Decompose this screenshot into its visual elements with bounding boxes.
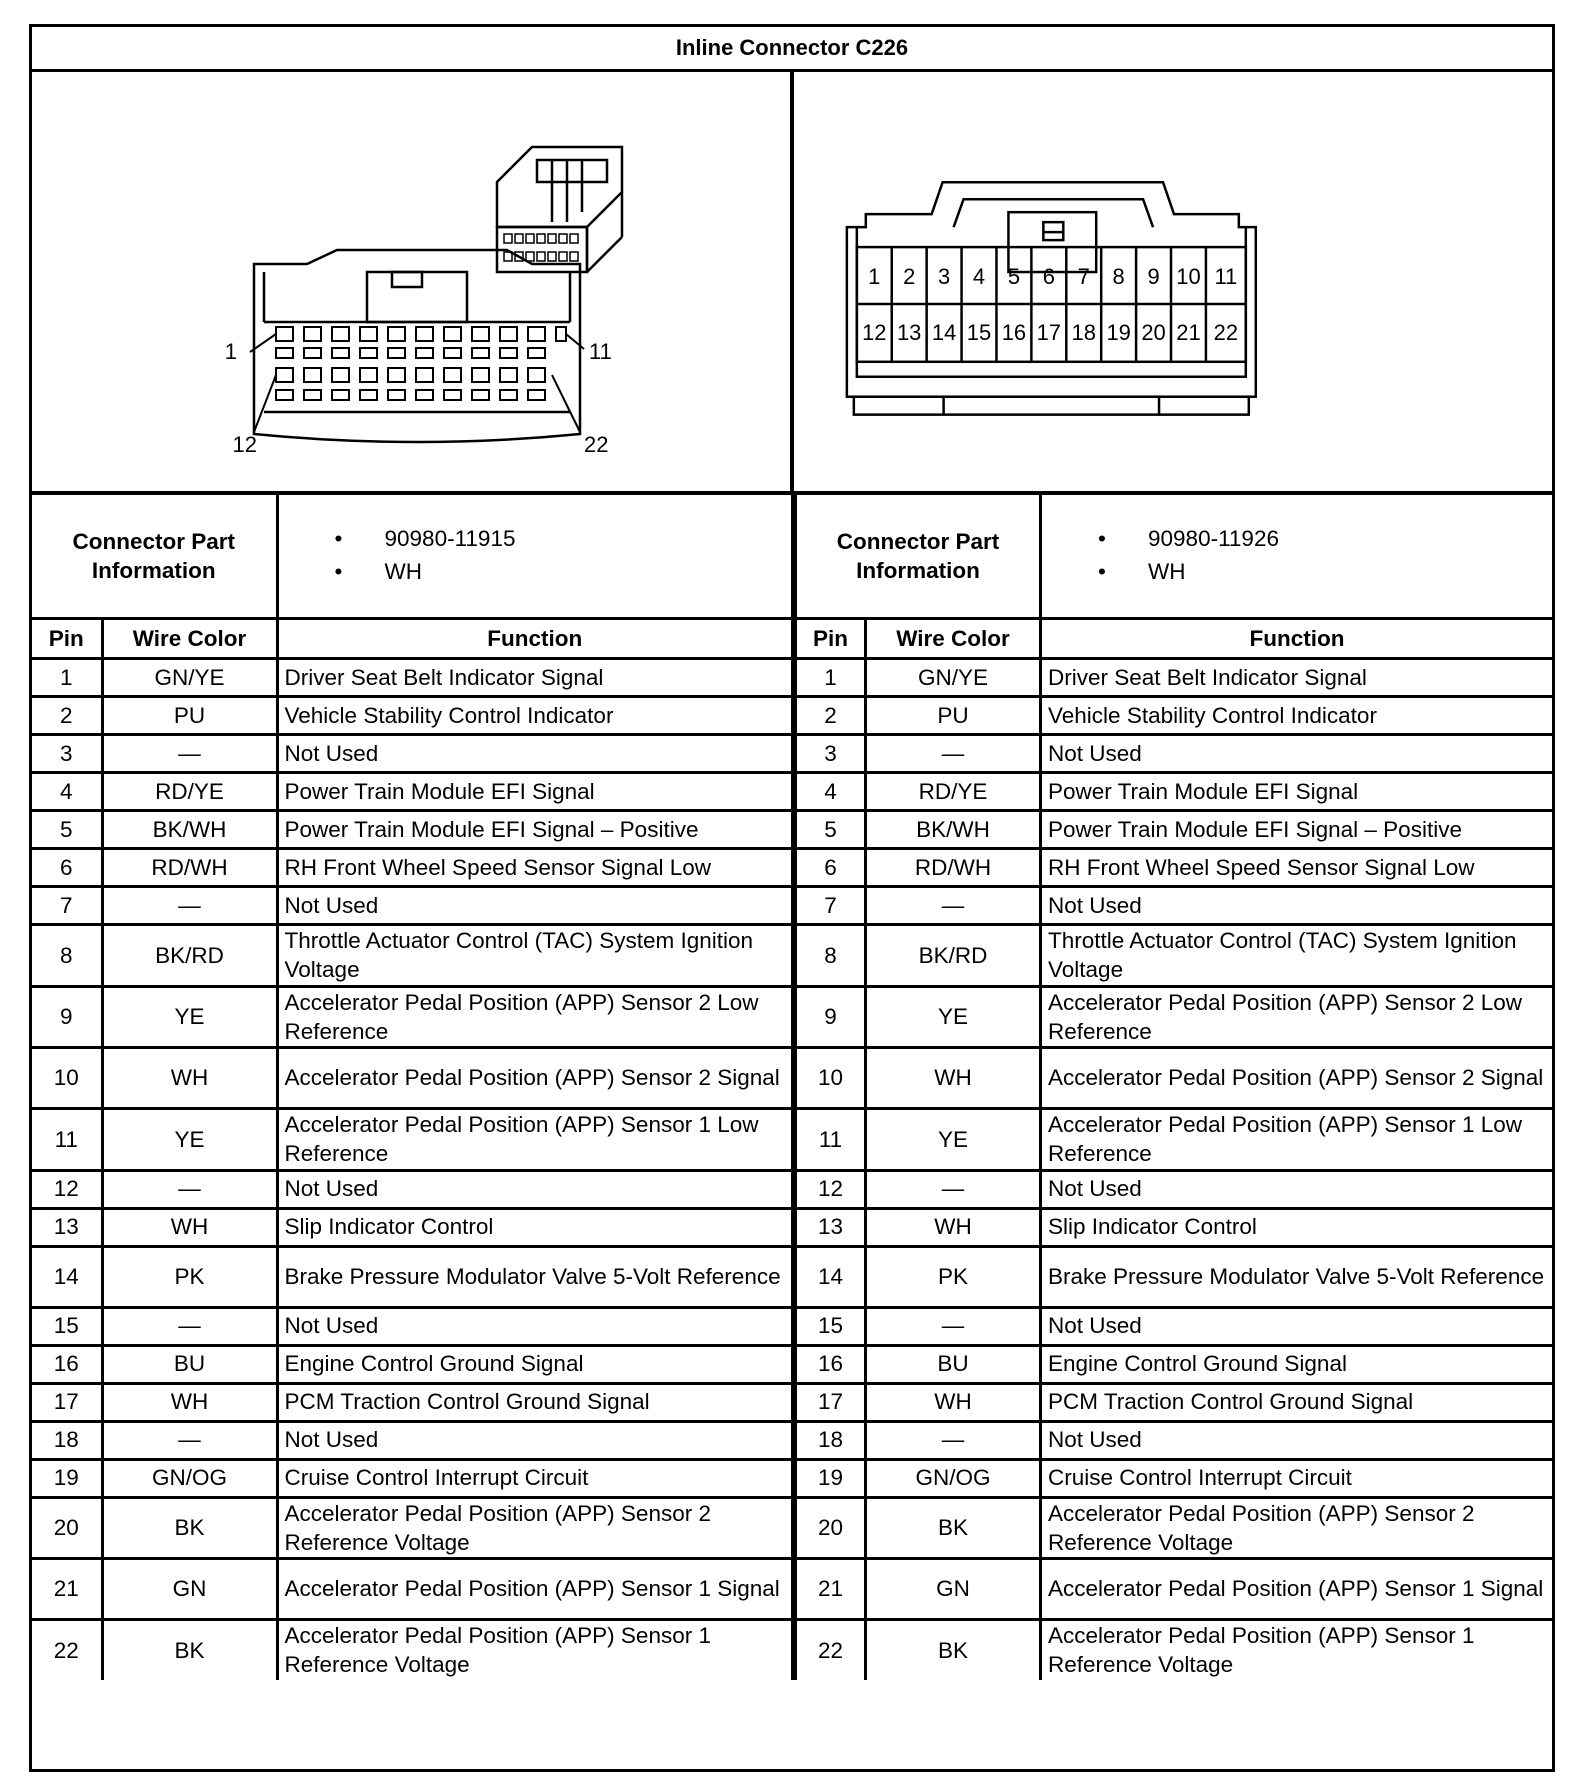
wire-color-cell: YE — [866, 986, 1041, 1048]
pin-label-22: 22 — [584, 432, 609, 457]
function-cell: Brake Pressure Modulator Valve 5-Volt Reference — [1041, 1246, 1552, 1307]
svg-text:15: 15 — [966, 319, 992, 345]
function-cell: Not Used — [1041, 887, 1552, 925]
table-row — [796, 1459, 1553, 1497]
wire-color-cell: WH — [102, 1383, 277, 1421]
table-row — [32, 986, 793, 1048]
svg-text:13: 13 — [896, 319, 922, 345]
svg-text:9: 9 — [1147, 263, 1160, 289]
left-connector-diagram — [32, 72, 794, 491]
pin-cell: 7 — [32, 887, 102, 925]
table-row — [796, 925, 1553, 987]
wire-color-cell: GN — [102, 1559, 277, 1620]
wire-color-cell: PU — [866, 697, 1041, 735]
function-cell: Driver Seat Belt Indicator Signal — [1041, 659, 1552, 697]
function-cell: Not Used — [1041, 1307, 1552, 1345]
wire-color-cell: YE — [102, 1109, 277, 1171]
pin-cell: 21 — [796, 1559, 866, 1620]
pin-header: Pin — [796, 619, 866, 659]
pin-cell: 1 — [32, 659, 102, 697]
table-row — [796, 1048, 1553, 1109]
table-row — [32, 1383, 793, 1421]
pin-cell: 8 — [796, 925, 866, 987]
function-cell: Accelerator Pedal Position (APP) Sensor 1 Signal — [1041, 1559, 1552, 1620]
right-pinout-table — [794, 495, 1552, 1769]
wire-color-cell: GN/YE — [866, 659, 1041, 697]
svg-text:22: 22 — [1213, 319, 1239, 345]
wire-color-cell: WH — [102, 1208, 277, 1246]
left-pinout-table — [32, 495, 794, 1769]
table-row — [796, 1559, 1553, 1620]
wire-color-cell: GN — [866, 1559, 1041, 1620]
table-row — [32, 697, 793, 735]
connector-part-info-list — [277, 495, 792, 619]
function-cell: Power Train Module EFI Signal – Positive — [1041, 811, 1552, 849]
function-cell: Vehicle Stability Control Indicator — [1041, 697, 1552, 735]
wire-color-cell: WH — [866, 1048, 1041, 1109]
function-cell: Not Used — [1041, 1421, 1552, 1459]
wire-color-cell: YE — [866, 1109, 1041, 1171]
pin-cell: 13 — [796, 1208, 866, 1246]
svg-text:7: 7 — [1077, 263, 1090, 289]
table-header-row — [32, 619, 793, 659]
wire-color-cell: WH — [866, 1383, 1041, 1421]
svg-text:2: 2 — [903, 263, 916, 289]
function-cell: Engine Control Ground Signal — [277, 1345, 792, 1383]
wire-color-cell: BK/RD — [866, 925, 1041, 987]
connector-part-info-label: Connector Part Information — [796, 495, 1041, 619]
wire-color-cell: BK/RD — [102, 925, 277, 987]
table-row — [32, 1307, 793, 1345]
table-row — [796, 1383, 1553, 1421]
table-row — [796, 697, 1553, 735]
function-cell: PCM Traction Control Ground Signal — [277, 1383, 792, 1421]
table-row — [796, 1109, 1553, 1171]
pin-cell: 5 — [32, 811, 102, 849]
wire-color-cell: BU — [866, 1345, 1041, 1383]
connector-part-info-row — [796, 495, 1553, 619]
wire-color-header: Wire Color — [102, 619, 277, 659]
function-cell: Slip Indicator Control — [277, 1208, 792, 1246]
function-cell: Cruise Control Interrupt Circuit — [1041, 1459, 1552, 1497]
table-row — [32, 925, 793, 987]
pin-cell: 20 — [32, 1497, 102, 1559]
pin-label-12: 12 — [232, 432, 257, 457]
function-cell: Accelerator Pedal Position (APP) Sensor 2 Reference Voltage — [277, 1497, 792, 1559]
pin-cell: 17 — [32, 1383, 102, 1421]
connector-sheet — [29, 24, 1555, 1772]
wire-color-cell: — — [866, 1307, 1041, 1345]
connector-grid-drawing — [794, 72, 1552, 491]
pin-cell: 6 — [796, 849, 866, 887]
pin-cell: 7 — [796, 887, 866, 925]
table-row — [32, 887, 793, 925]
table-row — [32, 1109, 793, 1171]
pin-cell: 12 — [796, 1170, 866, 1208]
table-row — [796, 1497, 1553, 1559]
pin-cell: 4 — [32, 773, 102, 811]
table-row — [32, 659, 793, 697]
connector-3d-icon — [497, 147, 622, 272]
svg-text:17: 17 — [1036, 319, 1062, 345]
connector-part-info-label: Connector Part Information — [32, 495, 277, 619]
wire-color-cell: RD/WH — [102, 849, 277, 887]
table-row — [796, 887, 1553, 925]
svg-text:3: 3 — [938, 263, 951, 289]
connector-part-info-list — [1041, 495, 1552, 619]
pin-cell: 1 — [796, 659, 866, 697]
wire-color-cell: WH — [102, 1048, 277, 1109]
function-cell: Accelerator Pedal Position (APP) Sensor 1 Signal — [277, 1559, 792, 1620]
function-cell: PCM Traction Control Ground Signal — [1041, 1383, 1552, 1421]
pin-cell: 10 — [32, 1048, 102, 1109]
function-cell: Accelerator Pedal Position (APP) Sensor 2 Signal — [1041, 1048, 1552, 1109]
pin-cell: 22 — [32, 1620, 102, 1680]
wire-color-cell: GN/OG — [866, 1459, 1041, 1497]
pin-cell: 22 — [796, 1620, 866, 1680]
connector-part-info-row — [32, 495, 793, 619]
terminal-row-2 — [276, 368, 545, 400]
pin-cell: 11 — [796, 1109, 866, 1171]
svg-text:19: 19 — [1106, 319, 1131, 345]
part-number: • 90980-11915 — [335, 528, 785, 561]
function-cell: Accelerator Pedal Position (APP) Sensor 1 Reference Voltage — [1041, 1620, 1552, 1680]
table-row — [32, 1559, 793, 1620]
pin-cell: 14 — [796, 1246, 866, 1307]
pin-label-11: 11 — [589, 339, 612, 364]
table-row — [32, 773, 793, 811]
table-row — [32, 1170, 793, 1208]
part-number: • 90980-11926 — [1098, 528, 1546, 561]
function-cell: Not Used — [277, 1170, 792, 1208]
table-row — [796, 1307, 1553, 1345]
pin-header: Pin — [32, 619, 102, 659]
svg-text:1: 1 — [868, 263, 881, 289]
table-row — [32, 1246, 793, 1307]
wire-color-cell: GN/YE — [102, 659, 277, 697]
pin-cell: 13 — [32, 1208, 102, 1246]
right-connector-diagram — [794, 72, 1552, 491]
function-cell: Accelerator Pedal Position (APP) Sensor 2 Low Reference — [277, 986, 792, 1048]
wire-color-cell: — — [102, 887, 277, 925]
svg-text:12: 12 — [862, 319, 887, 345]
table-row — [796, 1421, 1553, 1459]
function-cell: Throttle Actuator Control (TAC) System Ignition Voltage — [1041, 925, 1552, 987]
pin-cell: 18 — [32, 1421, 102, 1459]
wire-color-header: Wire Color — [866, 619, 1041, 659]
function-cell: Power Train Module EFI Signal — [277, 773, 792, 811]
function-header: Function — [1041, 619, 1552, 659]
svg-text:5: 5 — [1007, 263, 1021, 289]
table-row — [32, 1459, 793, 1497]
pin-cell: 8 — [32, 925, 102, 987]
pin-cell: 3 — [32, 735, 102, 773]
function-cell: Not Used — [277, 1307, 792, 1345]
table-row — [32, 1497, 793, 1559]
function-cell: Accelerator Pedal Position (APP) Sensor 2 Reference Voltage — [1041, 1497, 1552, 1559]
svg-text:20: 20 — [1141, 319, 1166, 345]
function-header: Function — [277, 619, 792, 659]
function-cell: Accelerator Pedal Position (APP) Sensor 1 Low Reference — [277, 1109, 792, 1171]
wire-color-cell: — — [866, 1421, 1041, 1459]
wire-color-cell: BK — [102, 1620, 277, 1680]
wire-color-cell: GN/OG — [102, 1459, 277, 1497]
pin-cell: 2 — [796, 697, 866, 735]
pin-cell: 6 — [32, 849, 102, 887]
pin-cell: 2 — [32, 697, 102, 735]
wire-color-cell: YE — [102, 986, 277, 1048]
table-row — [32, 1345, 793, 1383]
pin-cell: 21 — [32, 1559, 102, 1620]
table-row — [796, 1208, 1553, 1246]
wire-color-cell: — — [102, 735, 277, 773]
function-cell: Not Used — [1041, 1170, 1552, 1208]
pin-cell: 12 — [32, 1170, 102, 1208]
function-cell: Accelerator Pedal Position (APP) Sensor 2 Signal — [277, 1048, 792, 1109]
pin-cell: 16 — [796, 1345, 866, 1383]
connector-face — [254, 250, 580, 442]
svg-text:16: 16 — [1001, 319, 1027, 345]
function-cell: Accelerator Pedal Position (APP) Sensor 1 Reference Voltage — [277, 1620, 792, 1680]
table-row — [32, 735, 793, 773]
pin-label-1: 1 — [224, 339, 237, 364]
function-cell: Driver Seat Belt Indicator Signal — [277, 659, 792, 697]
diagram-row — [32, 72, 1552, 495]
function-cell: Power Train Module EFI Signal — [1041, 773, 1552, 811]
function-cell: Not Used — [277, 735, 792, 773]
pin-cell: 11 — [32, 1109, 102, 1171]
wire-color-cell: — — [102, 1170, 277, 1208]
table-row — [796, 735, 1553, 773]
table-row — [32, 811, 793, 849]
pin-cell: 20 — [796, 1497, 866, 1559]
pin-cell: 9 — [32, 986, 102, 1048]
function-cell: RH Front Wheel Speed Sensor Signal Low — [277, 849, 792, 887]
function-cell: Power Train Module EFI Signal – Positive — [277, 811, 792, 849]
wire-color-cell: BU — [102, 1345, 277, 1383]
table-row — [32, 1048, 793, 1109]
function-cell: Not Used — [277, 1421, 792, 1459]
connector-face-drawing — [32, 72, 790, 491]
pin-cell: 9 — [796, 986, 866, 1048]
table-row — [796, 773, 1553, 811]
pin-cell: 10 — [796, 1048, 866, 1109]
wire-color-cell: — — [866, 1170, 1041, 1208]
pinout-table — [32, 495, 794, 1680]
wire-color-cell: PK — [866, 1246, 1041, 1307]
pin-cell: 3 — [796, 735, 866, 773]
pin-cell: 15 — [32, 1307, 102, 1345]
pin-cell: 18 — [796, 1421, 866, 1459]
svg-text:8: 8 — [1112, 263, 1125, 289]
table-row — [796, 849, 1553, 887]
table-row — [796, 811, 1553, 849]
function-cell: Engine Control Ground Signal — [1041, 1345, 1552, 1383]
function-cell: Accelerator Pedal Position (APP) Sensor 1 Low Reference — [1041, 1109, 1552, 1171]
pin-cell: 14 — [32, 1246, 102, 1307]
table-row — [32, 849, 793, 887]
function-cell: Vehicle Stability Control Indicator — [277, 697, 792, 735]
pin-cell: 17 — [796, 1383, 866, 1421]
function-cell: Accelerator Pedal Position (APP) Sensor 2 Low Reference — [1041, 986, 1552, 1048]
svg-text:21: 21 — [1176, 319, 1201, 345]
pin-cell: 5 — [796, 811, 866, 849]
svg-text:14: 14 — [931, 319, 957, 345]
pin-cell: 19 — [32, 1459, 102, 1497]
function-cell: Brake Pressure Modulator Valve 5-Volt Reference — [277, 1246, 792, 1307]
function-cell: Not Used — [1041, 735, 1552, 773]
wire-color-cell: RD/YE — [102, 773, 277, 811]
wire-color-cell: WH — [866, 1208, 1041, 1246]
page-title: Inline Connector C226 — [32, 27, 1552, 72]
svg-text:10: 10 — [1176, 263, 1201, 289]
pinout-table — [794, 495, 1552, 1680]
table-row — [32, 1208, 793, 1246]
wire-color-cell: BK — [866, 1620, 1041, 1680]
table-row — [796, 1345, 1553, 1383]
wire-color-cell: — — [866, 735, 1041, 773]
pin-cell: 16 — [32, 1345, 102, 1383]
function-cell: Cruise Control Interrupt Circuit — [277, 1459, 792, 1497]
function-cell: RH Front Wheel Speed Sensor Signal Low — [1041, 849, 1552, 887]
function-cell: Slip Indicator Control — [1041, 1208, 1552, 1246]
wire-color-cell: PU — [102, 697, 277, 735]
table-header-row — [796, 619, 1553, 659]
svg-text:11: 11 — [1214, 263, 1238, 289]
table-row — [796, 1246, 1553, 1307]
wire-color-cell: RD/WH — [866, 849, 1041, 887]
pin-cell: 4 — [796, 773, 866, 811]
part-color: • WH — [1098, 561, 1546, 594]
svg-text:6: 6 — [1042, 263, 1055, 289]
table-row — [32, 1620, 793, 1680]
wire-color-cell: — — [866, 887, 1041, 925]
table-row — [796, 1620, 1553, 1680]
wire-color-cell: — — [102, 1307, 277, 1345]
function-cell: Not Used — [277, 887, 792, 925]
wire-color-cell: BK — [102, 1497, 277, 1559]
table-row — [796, 1170, 1553, 1208]
svg-text:4: 4 — [972, 263, 986, 289]
pin-cell: 19 — [796, 1459, 866, 1497]
pin-cell: 15 — [796, 1307, 866, 1345]
table-row — [32, 1421, 793, 1459]
wire-color-cell: BK — [866, 1497, 1041, 1559]
wire-color-cell: BK/WH — [102, 811, 277, 849]
wire-color-cell: RD/YE — [866, 773, 1041, 811]
wire-color-cell: BK/WH — [866, 811, 1041, 849]
function-cell: Throttle Actuator Control (TAC) System Ignition Voltage — [277, 925, 792, 987]
wire-color-cell: PK — [102, 1246, 277, 1307]
table-row — [796, 986, 1553, 1048]
terminal-row-1 — [276, 327, 566, 358]
wire-color-cell: — — [102, 1421, 277, 1459]
table-row — [796, 659, 1553, 697]
svg-text:18: 18 — [1071, 319, 1096, 345]
part-color: • WH — [335, 561, 785, 594]
